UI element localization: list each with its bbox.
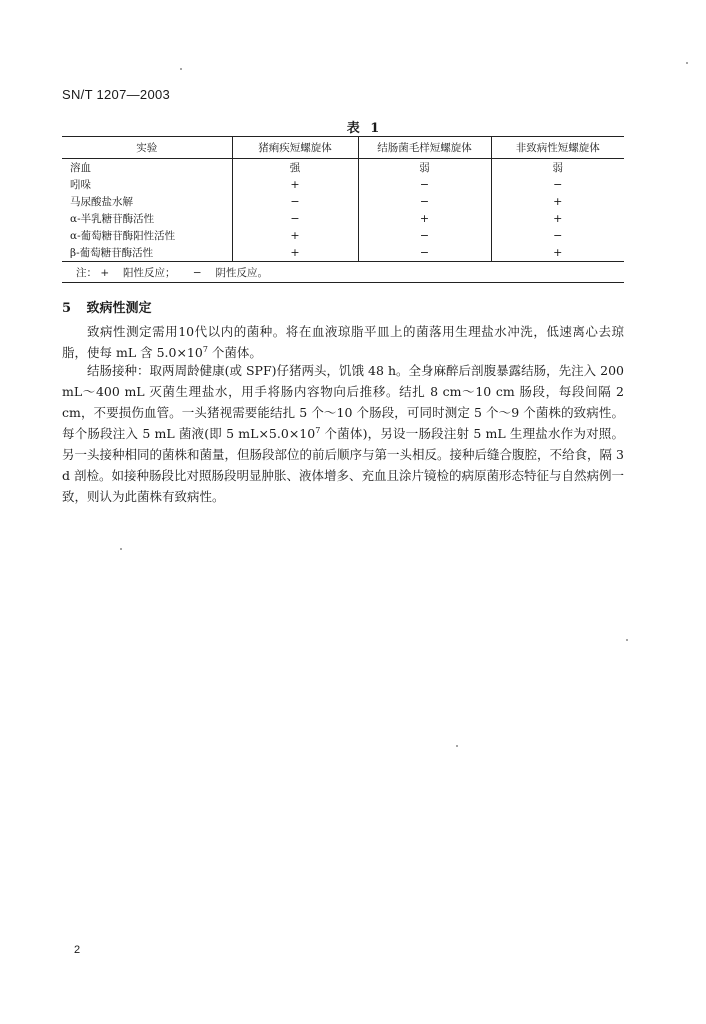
table-row [62, 159, 624, 177]
result-cell: − [358, 244, 491, 262]
result-cell: − [358, 227, 491, 244]
result-cell: 弱 [491, 159, 624, 177]
paragraph-2-text: 结肠接种：取两周龄健康(或 SPF)仔猪两头，饥饿 48 h。全身麻醉后剖腹暴露结肠，先注入 200 mL～400 mL 灭菌生理盐水，用手将肠内容物向后推移。结扎 8 cm～10 cm 肠段，每段间隔 2 cm，不要损伤血管。一头猪视需要能结扎 5 个～10 个肠段，可同时测定 5 个～9 个菌株的致病性。每个肠段注入 5 mL 菌液(即 5 mL×5.0×10 [62, 363, 624, 441]
result-cell: + [491, 244, 624, 262]
table-note-row [62, 262, 624, 283]
scan-speck [120, 548, 122, 550]
result-cell: + [232, 227, 358, 244]
paragraph-1-text-end: 个菌体。 [207, 345, 262, 360]
column-header-pilosicoli: 结肠菌毛样短螺旋体 [358, 137, 491, 159]
scan-speck [456, 745, 458, 747]
table-caption-word: 表 [346, 121, 360, 136]
column-header-nonpathogenic: 非致病性短螺旋体 [491, 137, 624, 159]
table-caption-number: 1 [370, 121, 380, 136]
paragraph-1-exponent: 7 [202, 344, 208, 354]
column-header-hyodysenteriae: 猪痢疾短螺旋体 [232, 137, 358, 159]
result-cell: − [232, 210, 358, 227]
scan-speck [686, 62, 688, 64]
result-cell: − [358, 193, 491, 210]
table-row [62, 244, 624, 262]
result-cell: 弱 [358, 159, 491, 177]
result-cell: + [232, 244, 358, 262]
result-cell: + [491, 210, 624, 227]
test-name-cell: 溶血 [70, 162, 91, 174]
table-caption [0, 117, 706, 136]
standard-code: SN/T 1207—2003 [62, 87, 171, 102]
test-name-cell: β-葡萄糖苷酶活性 [70, 247, 154, 259]
table-row [62, 176, 624, 193]
test-name-cell: 马尿酸盐水解 [70, 196, 133, 208]
scan-speck [180, 68, 182, 70]
result-cell: + [232, 176, 358, 193]
note-label: 注： [76, 266, 97, 279]
page-number: 2 [74, 944, 81, 956]
test-name-cell: 吲哚 [70, 179, 91, 191]
table-row [62, 227, 624, 244]
table-note [62, 262, 624, 283]
results-table [62, 136, 624, 283]
paragraph-colon-inoculation [62, 360, 624, 507]
result-cell: − [232, 193, 358, 210]
column-header-test: 实验 [62, 137, 232, 159]
test-name-cell: α-葡萄糖苷酶阳性活性 [70, 230, 176, 242]
table-header-row [62, 137, 624, 159]
paragraph-1-text: 致病性测定需用10代以内的菌种。将在血液琼脂平皿上的菌落用生理盐水冲洗，低速离心去琼脂，使每 mL 含 5.0×10 [62, 324, 624, 360]
test-name-cell: α-半乳糖苷酶活性 [70, 213, 155, 225]
result-cell: − [358, 176, 491, 193]
result-cell: + [358, 210, 491, 227]
paragraph-2-exponent: 7 [315, 425, 321, 435]
section-title: 致病性测定 [86, 301, 152, 316]
result-cell: 强 [232, 159, 358, 177]
scan-speck [626, 639, 628, 641]
table-row [62, 193, 624, 210]
section-number: 5 [62, 301, 72, 316]
note-positive: + 阳性反应； [100, 266, 176, 279]
paragraph-pathogenicity-prep [62, 321, 624, 363]
result-cell: − [491, 176, 624, 193]
table-row [62, 210, 624, 227]
paragraph-2-text-end: 个菌体)，另设一肠段注射 5 mL 生理盐水作为对照。另一头接种相同的菌株和菌量，但肠段部位的前后顺序与第一头相反。接种后缝合腹腔，不给食，隔 3 d 剖检。如接种肠段比对照肠段明显肿胀、液体增多、充血且涂片镜检的病原菌形态特征与自然病例一致，则认为此菌株有致病性。 [62, 426, 624, 504]
result-cell: − [491, 227, 624, 244]
section-heading [62, 297, 152, 316]
note-negative: − 阴性反应。 [192, 266, 268, 279]
result-cell: + [491, 193, 624, 210]
